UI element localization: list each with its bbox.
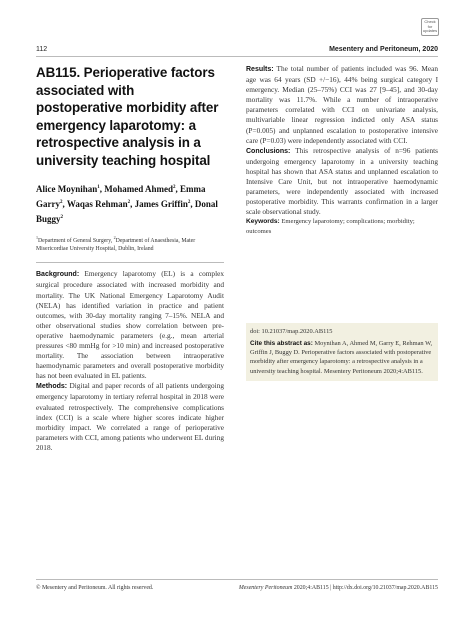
affiliation-sup: 1 — [36, 235, 38, 240]
methods-text: Digital and paper records of all patients undergoing emergency laparotomy in tertiary referral hospital in 2018 were evaluated retrospectively. The comprehensive complications index (CCI) is a scale where higher scores indicate higher morbidity impact. We correlated a range of perioperative parameters with CCI, among patients who underwent EL during 2018. — [36, 381, 224, 452]
author-sup: 2 — [60, 200, 63, 205]
footer-copyright: © Mesentery and Peritoneum. All rights reserved. — [36, 585, 154, 591]
author-name: , Waqas Rehman — [62, 199, 128, 209]
conclusions-label: Conclusions: — [246, 147, 291, 155]
citation-text — [250, 339, 434, 376]
background-label: Background: — [36, 271, 80, 279]
page-number: 112 — [36, 46, 48, 53]
author-name: , Emma Garry — [36, 184, 206, 209]
doi-link[interactable]: doi: 10.21037/map.2020.AB115 — [250, 328, 333, 335]
author-name: , Mohamed Ahmed — [99, 184, 174, 194]
journal-header: Mesentery and Peritoneum, 2020 — [329, 46, 438, 53]
affiliation-text: Department of Anaesthesia, Mater Misericordiae University Hospital, Dublin, Ireland — [36, 237, 196, 253]
conclusions-paragraph — [246, 146, 438, 218]
left-column — [36, 64, 224, 453]
author-sup: 2 — [127, 200, 131, 205]
cite-body: Moynihan A, Ahmed M, Garry E, Rehman W, Griffin J, Buggy D. Perioperative factors associated with postoperative morbidity after emergency laparotomy: a retrospective analysis in a university teaching hospital. Mesentery Peritoneum 2020;4:AB115. — [250, 340, 433, 375]
conclusions-text: This retrospective analysis of n=96 patients undergoing emergency laparotomy in a university teaching hospital has shown that ASA status and unplanned escalation to Intensive Care Unit, but not intraoperative haemodynamic parameters, were independently associated with increased postoperative morbidity. This warrants confirmation in a larger scale observational study. — [246, 145, 438, 217]
affiliation-sup: 2 — [113, 235, 116, 240]
affiliations — [36, 234, 224, 253]
footer-journal: Mesentery Peritoneum — [238, 585, 293, 591]
check-for-updates-badge[interactable] — [421, 18, 439, 36]
results-label: Results: — [246, 66, 274, 73]
methods-paragraph — [36, 381, 224, 453]
footer-rule — [36, 579, 438, 580]
author-sup: 2 — [187, 200, 191, 205]
cite-label: Cite this abstract as: — [250, 340, 313, 347]
header-rule — [36, 56, 438, 57]
results-text: The total number of patients included was 96. Mean age was 64 years (SD +/−16), 44% being surgical category I emergency. Median (25–75%) CCI was 27 [9–45], and 30-day mortality was 11.7%. While a number of intraoperative parameters correlated with CCI on univariate analysis, multivariable linear regression indicted only ASA status (P=0.005) and unplanned escalation to postoperative intensive care (P=0.03) were independently associated with CCI. — [246, 64, 438, 145]
citation-box — [246, 323, 438, 381]
results-paragraph — [246, 64, 438, 146]
section-divider — [36, 262, 224, 263]
keywords-paragraph — [246, 217, 438, 235]
keywords-text: Emergency laparotomy; complications; morbidity; outcomes — [246, 218, 415, 235]
author-name: Alice Moynihan — [36, 184, 98, 194]
article-title: AB115. Perioperative factors associated with postoperative morbidity after emergency laparotomy: a retrospective analysis in a university teaching hospital — [36, 65, 219, 168]
check-for-updates-label: Check for updates — [422, 19, 438, 34]
right-column — [246, 64, 438, 236]
author-name: , Donal Buggy — [36, 199, 218, 224]
author-name: , James Griffin — [130, 199, 188, 209]
footer-reference — [239, 585, 438, 591]
footer-ref-link[interactable]: 2020;4:AB115 | http://dx.doi.org/10.21037/map.2020.AB115 — [292, 585, 438, 591]
background-text: Emergency laparotomy (EL) is a complex surgical procedure associated with increased morbidity and mortality. The UK National Emergency Laparotomy Audit (NELA) has identified variation in practice and patient outcomes, with 30-day mortality ranging 7–15%. NELA and other observational studies show correlation between pre-operative haemodynamic parameters (e.g., mean arterial pressures <80 mmHg for >10 min) and increased postoperative mortality. The association between intraoperative haemodynamic parameters and overall postoperative morbidity has not been evaluated in EL patients. — [36, 269, 224, 381]
methods-label: Methods: — [36, 383, 68, 391]
author-list — [36, 181, 224, 226]
keywords-label: Keywords: — [246, 218, 280, 226]
author-sup: 2 — [173, 185, 176, 190]
author-sup: 1 — [97, 185, 100, 190]
affiliation-text: Department of General Surgery, — [38, 237, 114, 244]
author-sup: 2 — [60, 215, 64, 220]
background-paragraph — [36, 269, 224, 381]
